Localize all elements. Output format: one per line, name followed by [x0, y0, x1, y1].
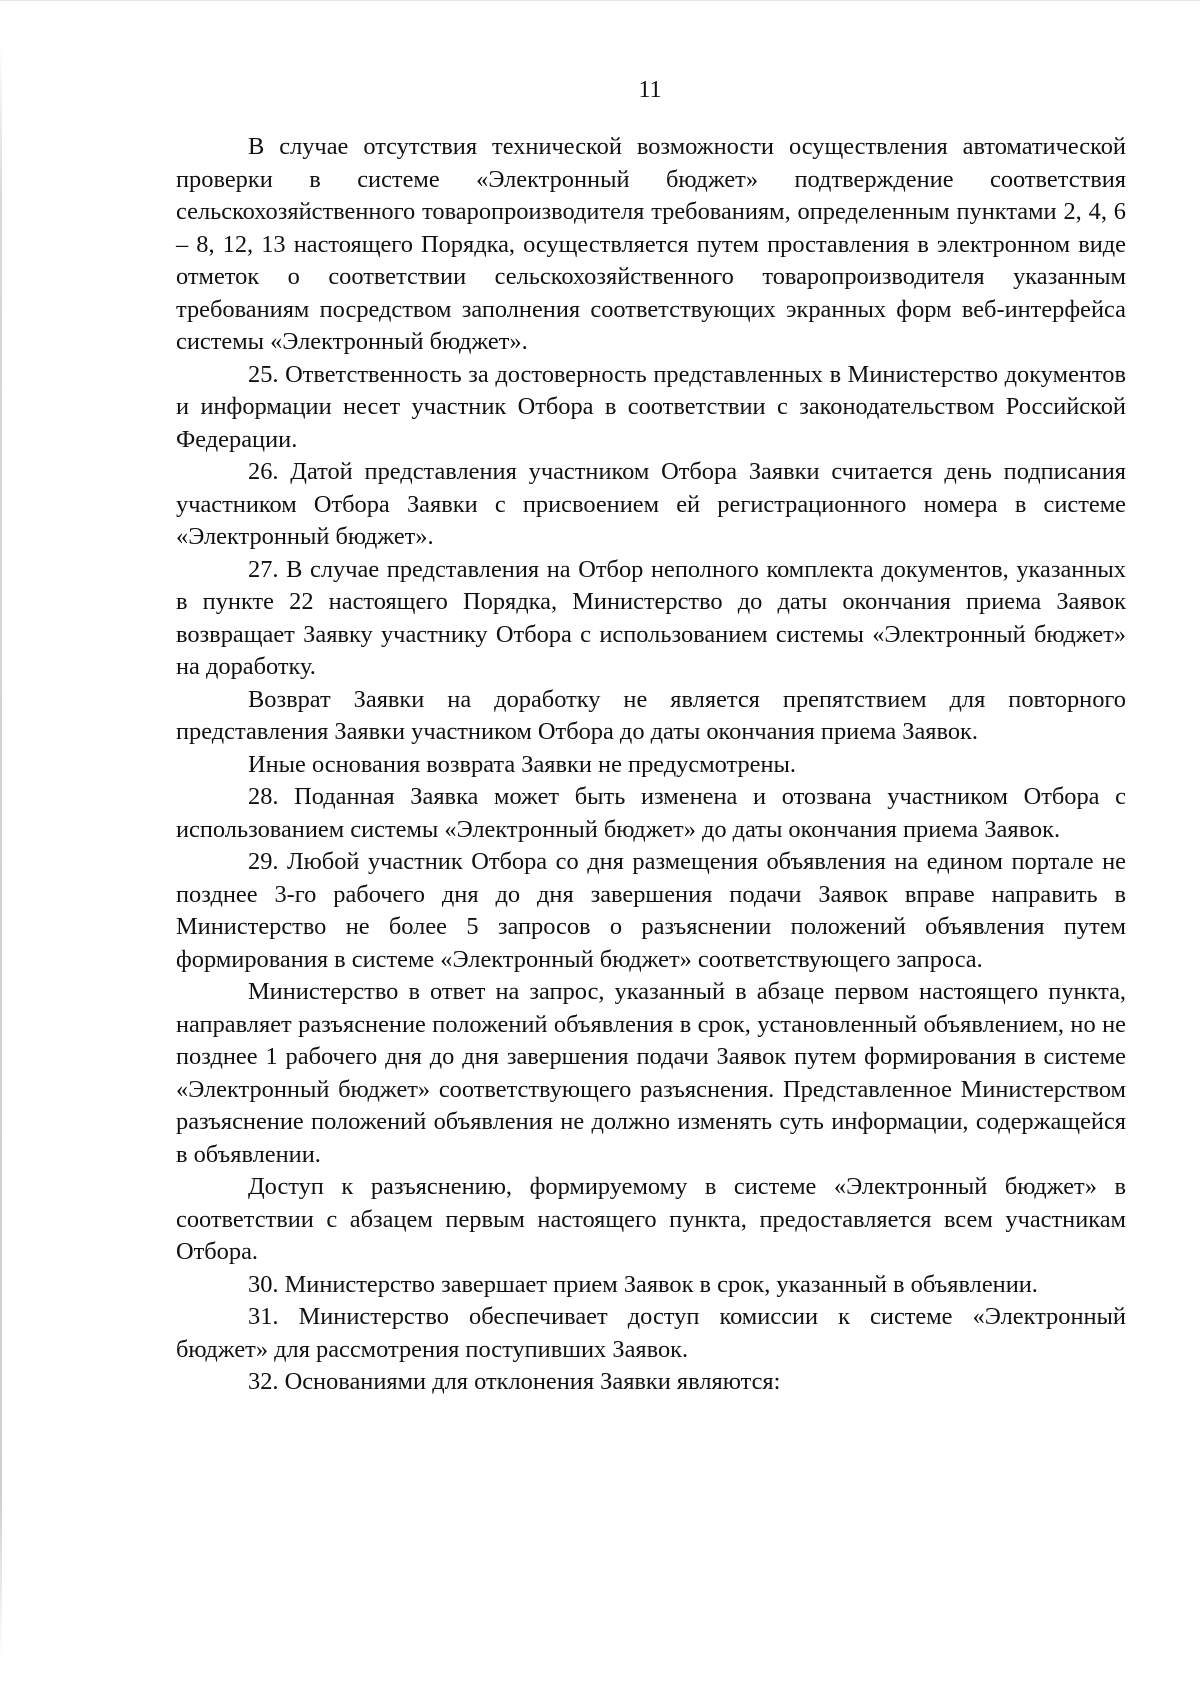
page-number: 11 — [638, 77, 662, 103]
paragraph-26-submission-date: 26. Датой представления участником Отбора Заявки считается день подписания участником Отбора Заявки с присвоением ей регистрационного номера в системе «Электронный бюджет». — [176, 458, 1126, 550]
paragraph-return-not-obstacle: Возврат Заявки на доработку не является препятствием для повторного представления Заявки участником Отбора до даты окончания приема Заявок. — [176, 685, 1126, 745]
paragraph-28-change-withdraw: 28. Поданная Заявка может быть изменена и отозвана участником Отбора с использованием системы «Электронный бюджет» до даты окончания приема Заявок. — [176, 783, 1126, 843]
paragraph-clarification-access: Доступ к разъяснению, формируемому в системе «Электронный бюджет» в соответствии с абзацем первым настоящего пункта, предоставляется всем участникам Отбора. — [176, 1173, 1126, 1265]
paragraph-technical-check: В случае отсутствия технической возможности осуществления автоматической проверки в системе «Электронный бюджет» подтверждение соответствия сельскохозяйственного товаропроизводителя требованиям, определенным пунктами 2, 4, 6 – 8, 12, 13 настоящего Порядка, осуществляется путем проставления в электронном виде отметок о соответствии сельскохозяйственного товаропроизводителя указанным требованиям посредством заполнения соответствующих экранных форм веб-интерфейса системы «Электронный бюджет». — [176, 133, 1126, 355]
paragraph-25-responsibility: 25. Ответственность за достоверность представленных в Министерство документов и информации несет участник Отбора в соответствии с законодательством Российской Федерации. — [176, 360, 1126, 453]
scan-top-edge — [0, 0, 1200, 1]
paragraph-30-end-of-acceptance: 30. Министерство завершает прием Заявок в срок, указанный в объявлении. — [248, 1270, 1038, 1298]
paragraph-32-rejection-grounds: 32. Основаниями для отклонения Заявки являются: — [248, 1368, 781, 1395]
document-body — [176, 131, 1126, 1399]
paragraph-27-incomplete-documents: 27. В случае представления на Отбор неполного комплекта документов, указанных в пункте 22 настоящего Порядка, Министерство до даты окончания приема Заявок возвращает Заявку участнику Отбора с использованием системы «Электронный бюджет» на доработку. — [176, 555, 1126, 680]
paragraph-29-clarification-requests: 29. Любой участник Отбора со дня размещения объявления на едином портале не позднее 3-го рабочего дня до дня завершения подачи Заявок вправе направить в Министерство не более 5 запросов о разъяснении положений объявления путем формирования в системе «Электронный бюджет» соответствующего запроса. — [176, 848, 1126, 973]
paragraph-other-return-grounds: Иные основания возврата Заявки не предусмотрены. — [248, 750, 797, 778]
paragraph-31-commission-access: 31. Министерство обеспечивает доступ комиссии к системе «Электронный бюджет» для рассмотрения поступивших Заявок. — [176, 1303, 1126, 1363]
paragraph-ministry-response: Министерство в ответ на запрос, указанный в абзаце первом настоящего пункта, направляет разъяснение положений объявления в срок, установленный объявлением, но не позднее 1 рабочего дня до дня завершения подачи Заявок путем формирования в системе «Электронный бюджет» соответствующего разъяснения. Представленное Министерством разъяснение положений объявления не должно изменять суть информации, содержащейся в объявлении. — [176, 978, 1126, 1168]
scan-left-edge — [0, 40, 2, 1660]
